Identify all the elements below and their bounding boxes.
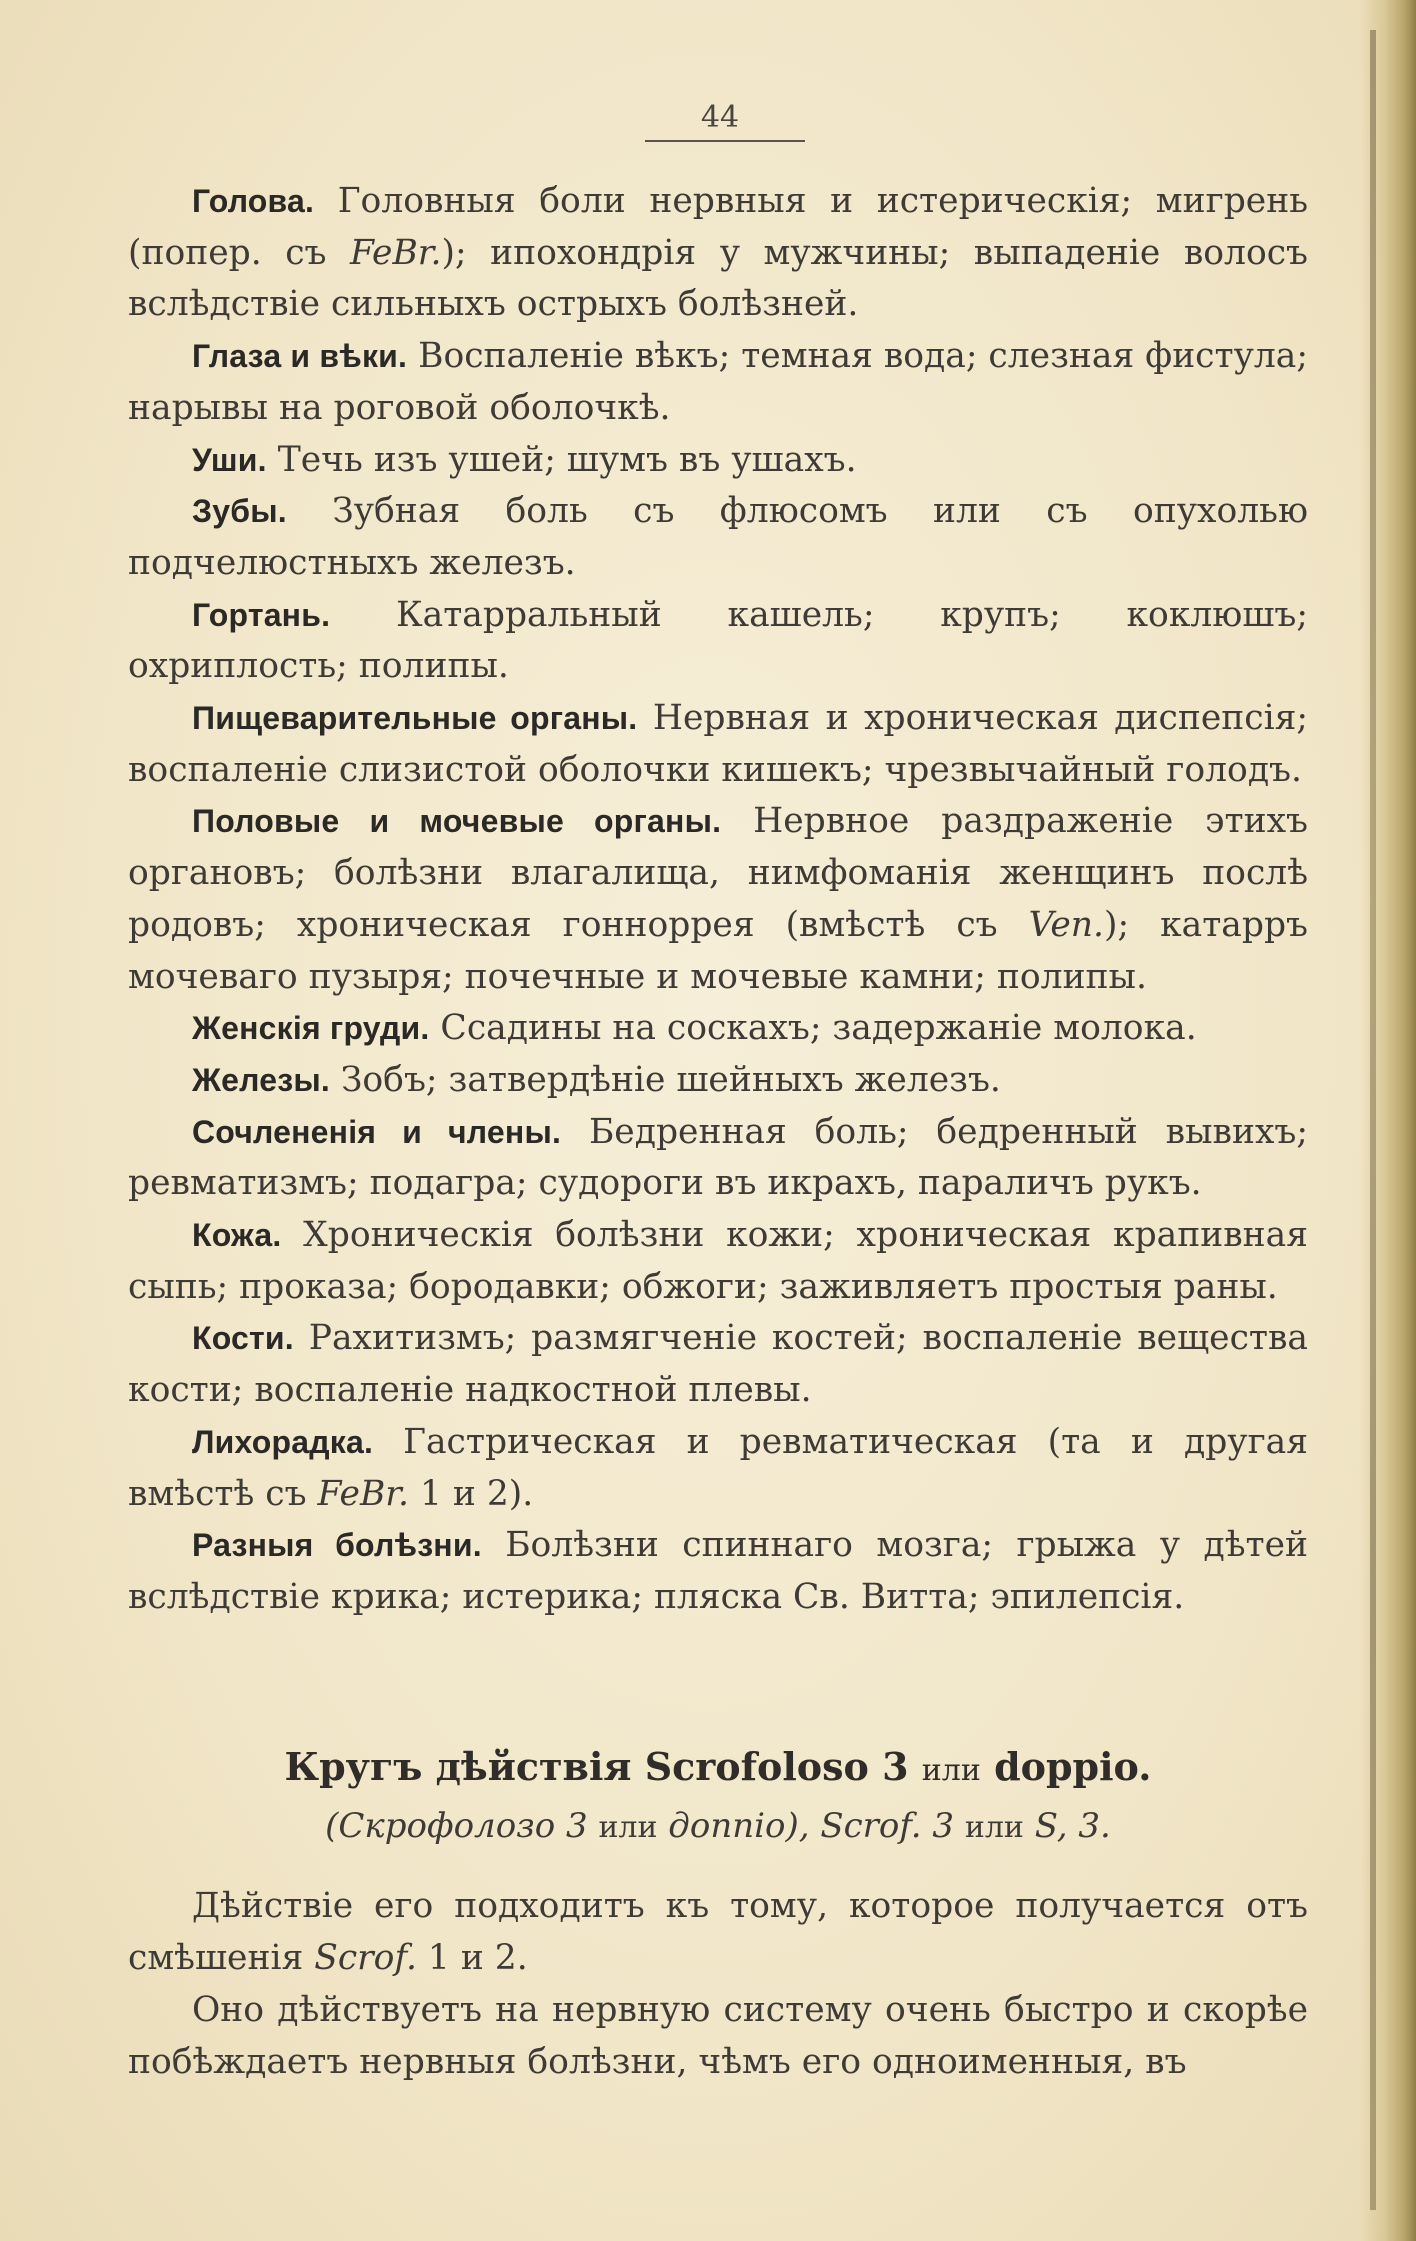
entry-heading: Сочлененія и члены. — [192, 1113, 562, 1150]
entry-paragraph — [128, 435, 1308, 487]
entry-paragraph — [128, 176, 1308, 331]
section-paragraph — [128, 1880, 1308, 1984]
text-run: 1 и 2. — [416, 1938, 528, 1978]
text-run: ); катарръ мочеваго пузыря; почечные и мочевые камни; полипы. — [128, 904, 1308, 997]
entry-paragraph — [128, 1313, 1308, 1416]
abbreviation: FeBr. — [349, 232, 442, 273]
entry-heading: Зубы. — [192, 493, 287, 530]
entry-paragraph — [128, 1417, 1308, 1520]
entry-heading: Разныя болѣзни. — [192, 1527, 482, 1564]
text-run: Бедренная боль; бедренный вывихъ; ревматизмъ; подагра; судороги въ икрахъ, параличъ рукъ. — [128, 1111, 1308, 1204]
text-run: Ссадины на соскахъ; задержаніе молока. — [429, 1008, 1197, 1049]
organ-list — [128, 176, 1308, 1624]
subtitle-italic: S, 3. — [1023, 1806, 1111, 1846]
entry-heading: Женскія груди. — [192, 1010, 430, 1047]
entry-paragraph — [128, 590, 1308, 693]
entry-paragraph — [128, 331, 1308, 434]
text-run: Гастрическая и ревматическая (та и другая вмѣстѣ съ — [128, 1421, 1308, 1514]
entry-paragraph — [128, 1003, 1308, 1055]
entry-heading: Уши. — [192, 441, 267, 478]
text-run: Оно дѣйствуетъ на нервную систему очень быстро и скорѣе побѣждаетъ нервныя болѣзни, чѣмъ его одноименныя, въ — [128, 1990, 1308, 2082]
abbreviation: Scrof. — [314, 1938, 417, 1978]
text-run: Нервная и хроническая диспепсія; воспаленіе слизистой оболочки кишекъ; чрезвычайный голодъ. — [128, 698, 1308, 790]
text-run: Течь изъ ушей; шумъ въ ушахъ. — [266, 439, 857, 480]
abbreviation: Ven. — [1028, 904, 1104, 945]
subtitle-ili: или — [598, 1810, 658, 1845]
section-subtitle — [128, 1802, 1308, 1852]
entry-paragraph — [128, 486, 1308, 589]
text-run: Катарральный кашель; крупъ; коклюшъ; охриплость; полипы. — [128, 594, 1308, 687]
text-run: Рахитизмъ; размягченіе костей; воспаленіе вещества кости; воспаленіе надкостной плевы. — [128, 1318, 1308, 1411]
entry-heading: Голова. — [192, 183, 315, 219]
page-edge-shadow — [1360, 0, 1416, 2241]
entry-heading: Половые и мочевые органы. — [192, 803, 722, 840]
entry-heading: Железы. — [192, 1061, 330, 1098]
entry-heading: Пищеварительные органы. — [192, 700, 638, 737]
section-title — [128, 1742, 1308, 1796]
entry-paragraph — [128, 1107, 1308, 1210]
text-run: Воспаленіе вѣкъ; темная вода; слезная фистула; нарывы на роговой оболочкѣ. — [128, 336, 1308, 428]
page-number-rule — [645, 140, 805, 142]
subtitle-ili: или — [964, 1810, 1024, 1845]
text-run: Хроническія болѣзни кожи; хроническая крапивная сыпь; проказа; бородавки; обжоги; заживляетъ простыя раны. — [128, 1215, 1308, 1307]
page-edge-line — [1370, 30, 1376, 2210]
entry-heading: Гортань. — [192, 596, 331, 633]
section-paragraph — [128, 1984, 1308, 2088]
text-run: Дѣйствіе его подходитъ къ тому, которое получается отъ смѣшенія — [128, 1886, 1308, 1978]
text-run: 1 и 2). — [408, 1473, 534, 1514]
entry-heading: Кожа. — [192, 1217, 282, 1254]
text-run: Головныя боли нервныя и истерическія; мигрень (попер. съ — [128, 181, 1308, 273]
section-title-end: doppio. — [994, 1744, 1152, 1789]
entry-heading: Кости. — [192, 1320, 294, 1357]
subtitle-italic: доппіо), Scrof. 3 — [657, 1806, 965, 1846]
entry-paragraph — [128, 1055, 1308, 1107]
entry-paragraph — [128, 796, 1308, 1003]
abbreviation: FeBr. — [317, 1473, 409, 1514]
subtitle-italic: (Скрофолозо 3 — [325, 1806, 599, 1846]
text-run: ); ипохондрія у мужчины; выпаденіе волосъ вслѣдствіе сильныхъ острыхъ болѣзней. — [128, 232, 1308, 325]
entry-paragraph — [128, 1210, 1308, 1313]
text-run: Зобъ; затвердѣніе шейныхъ железъ. — [329, 1059, 1001, 1100]
entry-heading: Глаза и вѣки. — [192, 338, 408, 375]
text-run: Нервное раздраженіе этихъ органовъ; болѣзни влагалища, нимфоманія женщинъ послѣ родовъ; хроническая гонноррея (вмѣстѣ съ — [128, 801, 1308, 945]
entry-paragraph — [128, 693, 1308, 796]
section-title-main: Кругъ дѣйствія Scrofoloso 3 — [284, 1744, 909, 1789]
text-run: Зубная боль съ флюсомъ или съ опухолью подчелюстныхъ железъ. — [128, 491, 1308, 583]
page-number: 44 — [700, 100, 740, 135]
entry-heading: Лихорадка. — [192, 1423, 374, 1460]
entry-paragraph — [128, 1520, 1308, 1623]
text-run: Болѣзни спиннаго мозга; грыжа у дѣтей вслѣдствіе крика; истерика; пляска Св. Витта; эпилепсія. — [128, 1525, 1309, 1617]
section-title-ili: или — [921, 1753, 981, 1788]
section-text — [128, 1880, 1308, 2088]
